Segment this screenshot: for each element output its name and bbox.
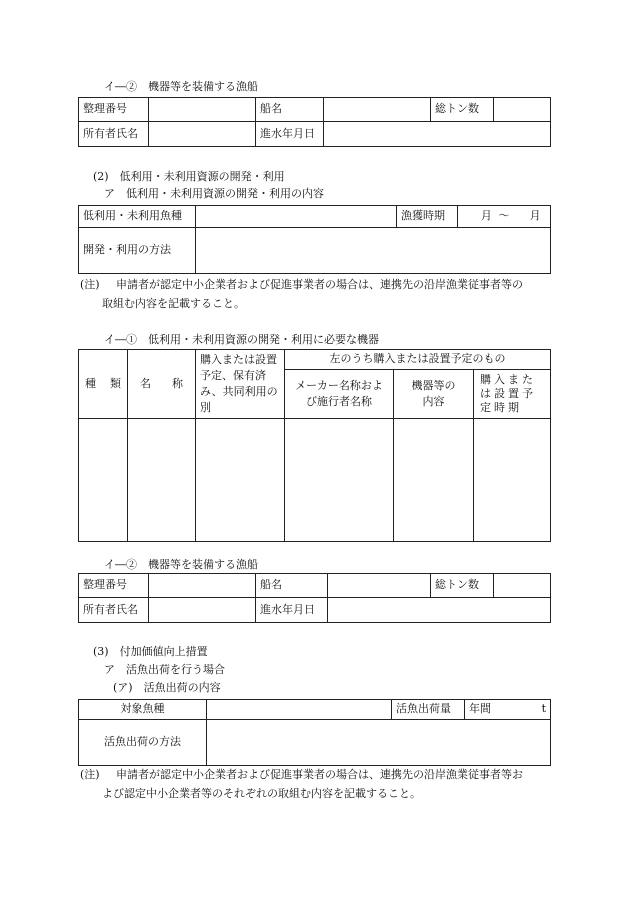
season-label: 漁獲時期 [397, 206, 458, 228]
tonnage-label: 総トン数 [431, 98, 494, 122]
live-fish-table [78, 699, 551, 766]
col-name-b: 称 [171, 376, 183, 390]
owner-value[interactable] [149, 122, 256, 147]
reg-no-value[interactable] [149, 98, 256, 122]
sub-heading-2a: ア 低利用・未利用資源の開発・利用の内容 [104, 187, 324, 200]
name-cell[interactable] [128, 418, 196, 541]
note-line-3-2: よび認定中小企業者等のそれぞれの取組む内容を記載すること。 [102, 787, 421, 800]
section-heading-3: (3) 付加価値向上措置 [93, 645, 208, 658]
section-heading-i2-bottom: イ―② 機器等を装備する漁船 [104, 558, 258, 571]
ship-name-label: 船名 [256, 98, 324, 122]
tilde: ～ [498, 209, 510, 223]
note-line-2-1: 申請者が認定中小企業者および促進事業者の場合は、連携先の沿岸漁業従事者等の [116, 278, 523, 291]
launch-date-label-2: 進水年月日 [256, 598, 328, 623]
method-value[interactable] [196, 228, 551, 274]
type-cell[interactable] [79, 418, 128, 541]
month-to: 月 [529, 209, 541, 223]
annual-label: 年間 [469, 702, 491, 716]
sub-sub-heading-3a: (ア) 活魚出荷の内容 [113, 681, 221, 694]
ship-name-value[interactable] [324, 98, 431, 122]
sub-heading-3a: ア 活魚出荷を行う場合 [104, 663, 225, 676]
note-mark-2: (注) [80, 278, 100, 291]
note-mark-3: (注) [80, 768, 100, 781]
method-label: 開発・利用の方法 [79, 228, 196, 274]
col-name-a: 名 [140, 376, 151, 390]
ship-name-value-2[interactable] [328, 574, 431, 598]
col-content: 機器等の内容 [394, 369, 474, 418]
species-value[interactable] [196, 206, 397, 228]
col-group: 左のうち購入または設置予定のもの [285, 350, 551, 370]
target-species-value[interactable] [207, 700, 392, 720]
tonnage-value[interactable] [494, 98, 551, 122]
ship-name-label-2: 船名 [256, 574, 328, 598]
season-value[interactable] [458, 206, 551, 228]
note-line-3-1: 申請者が認定中小企業者および促進事業者の場合は、連携先の沿岸漁業従事者等お [116, 768, 523, 781]
vessel-table-top [78, 97, 551, 147]
col-type-b: 類 [110, 376, 121, 390]
launch-date-value-2[interactable] [328, 598, 551, 623]
volume-value[interactable] [465, 700, 551, 720]
col-name [128, 350, 196, 419]
resource-table [78, 205, 551, 274]
live-fish-method-value[interactable] [207, 720, 551, 766]
species-label: 低利用・未利用魚種 [79, 206, 196, 228]
tonnage-label-2: 総トン数 [431, 574, 494, 598]
col-type-a: 種 [85, 376, 96, 390]
section-heading-2: (2) 低利用・未利用資源の開発・利用 [93, 170, 285, 183]
owner-value-2[interactable] [149, 598, 256, 623]
month-from: 月 [480, 209, 492, 223]
reg-no-label: 整理番号 [79, 98, 149, 122]
launch-date-label: 進水年月日 [256, 122, 324, 147]
maker-cell[interactable] [285, 418, 394, 541]
target-species-label: 対象魚種 [79, 700, 207, 720]
note-line-2-2: 取組む内容を記載すること。 [102, 297, 245, 310]
reg-no-value-2[interactable] [149, 574, 256, 598]
unit-label: t [541, 702, 546, 716]
period-cell[interactable] [474, 418, 551, 541]
section-heading-i1: イ―① 低利用・未利用資源の開発・利用に必要な機器 [104, 333, 379, 346]
owner-label: 所有者氏名 [79, 122, 149, 147]
launch-date-value[interactable] [324, 122, 551, 147]
col-type [79, 350, 128, 419]
content-cell[interactable] [394, 418, 474, 541]
live-fish-method-label: 活魚出荷の方法 [79, 720, 207, 766]
equipment-table [78, 349, 551, 542]
vessel-table-bottom [78, 573, 551, 623]
col-maker: メーカー名称および施行者名称 [285, 369, 394, 418]
tonnage-value-2[interactable] [494, 574, 551, 598]
owner-label-2: 所有者氏名 [79, 598, 149, 623]
section-heading-i2-top: イ―② 機器等を装備する漁船 [104, 80, 258, 93]
col-period: 購入または設置予定時期 [474, 369, 551, 418]
reg-no-label-2: 整理番号 [79, 574, 149, 598]
col-purchase: 購入または設置予定、保有済み、共同利用の別 [196, 350, 285, 419]
purchase-cell[interactable] [196, 418, 285, 541]
volume-label: 活魚出荷量 [392, 700, 465, 720]
